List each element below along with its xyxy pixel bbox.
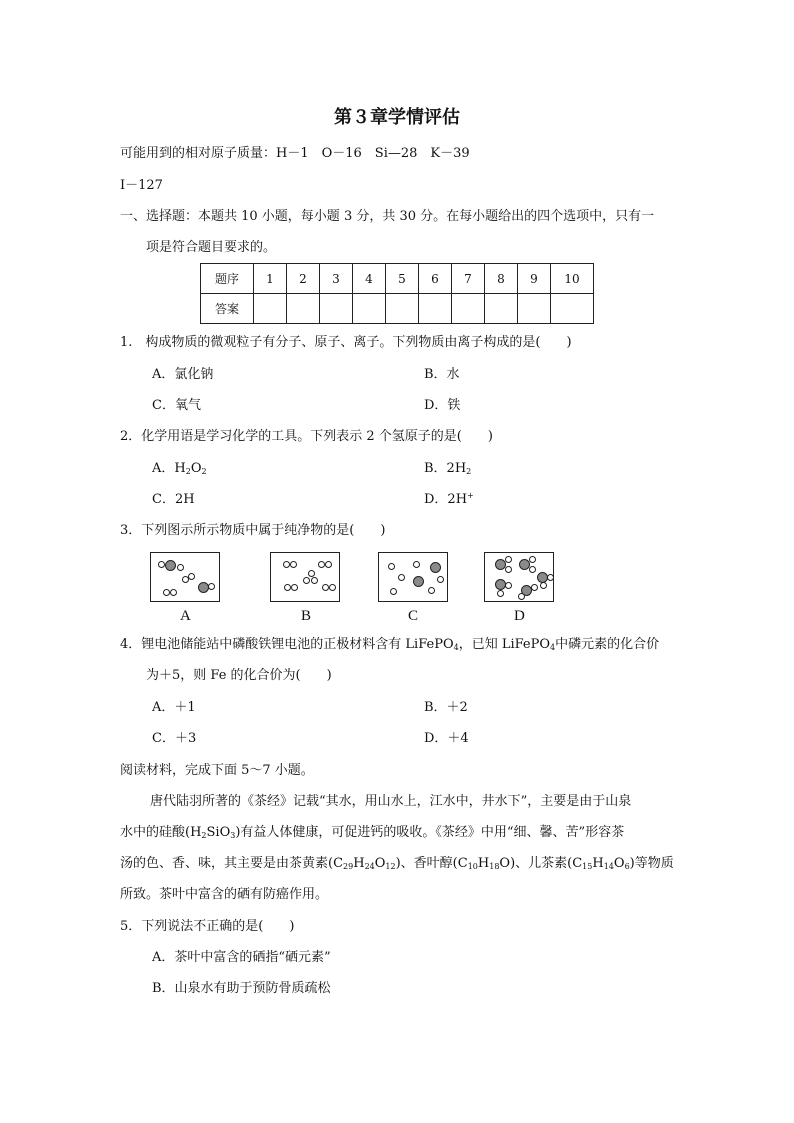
small-atom bbox=[428, 587, 435, 594]
atomic-masses-line2: I－127 bbox=[120, 178, 163, 193]
answer-table-header-row bbox=[201, 264, 594, 294]
small-atom bbox=[497, 590, 504, 597]
q4-option-c: C．＋3 bbox=[152, 731, 197, 746]
q5-option-b: B．山泉水有助于预防骨质疏松 bbox=[152, 981, 331, 996]
small-atom bbox=[329, 584, 336, 591]
small-atom bbox=[163, 589, 170, 596]
table-number: 2 bbox=[287, 264, 320, 294]
small-atom bbox=[303, 577, 310, 584]
small-atom bbox=[290, 561, 297, 568]
small-atom bbox=[529, 556, 536, 563]
answer-cell[interactable] bbox=[452, 294, 485, 324]
page-title: 第３章学情评估 bbox=[334, 107, 460, 128]
table-number: 7 bbox=[452, 264, 485, 294]
section1-instructions: 一、选择题：本题共 10 小题，每小题 3 分，共 30 分。在每小题给出的四个选项中，只有一 bbox=[120, 209, 655, 224]
q3-stem: 3．下列图示所示物质中属于纯净物的是( ) bbox=[120, 523, 386, 538]
small-atom bbox=[322, 584, 329, 591]
reading-paragraph-line1: 唐代陆羽所著的《茶经》记载“其水，用山水上，江水中，井水下”，主要是由于山泉 bbox=[150, 794, 632, 809]
small-atom bbox=[158, 561, 165, 568]
q3-label-c: C bbox=[408, 608, 419, 624]
q4-option-a: A．＋1 bbox=[152, 700, 196, 715]
q4-option-d: D．＋4 bbox=[424, 731, 469, 746]
reading-paragraph-line4: 所致。茶叶中富含的硒有防癌作用。 bbox=[120, 887, 329, 902]
q3-label-d: D bbox=[514, 608, 525, 624]
answer-cell[interactable] bbox=[485, 294, 518, 324]
small-atom bbox=[529, 566, 536, 573]
q2-option-d: D．2H+ bbox=[424, 491, 474, 507]
q2-option-b: B．$2H_2$ bbox=[424, 461, 472, 476]
q5-stem: 5．下列说法不正确的是( ) bbox=[120, 919, 295, 934]
table-number: 4 bbox=[353, 264, 386, 294]
q2-option-a: A．$H_2O_2$ bbox=[152, 461, 207, 476]
small-atom bbox=[505, 556, 512, 563]
answer-table-answer-row bbox=[201, 294, 594, 324]
q1-option-d: D．铁 bbox=[424, 398, 461, 413]
small-atom bbox=[531, 584, 538, 591]
q4-stem-line1: 4．锂电池储能站中磷酸铁锂电池的正极材料含有 LiFePO$_4$，已知 LiFePO$_4$中磷元素的化合价 bbox=[120, 637, 660, 652]
large-atom bbox=[413, 576, 424, 587]
q1-option-b: B．水 bbox=[424, 367, 460, 382]
q4-stem-line2: 为＋5，则 Fe 的化合价为( ) bbox=[146, 668, 332, 683]
table-number: 5 bbox=[386, 264, 419, 294]
table-number: 6 bbox=[419, 264, 452, 294]
large-atom bbox=[430, 562, 441, 573]
q2-stem: 2．化学用语是学习化学的工具。下列表示 2 个氢原子的是( ) bbox=[120, 429, 493, 444]
small-atom bbox=[505, 582, 512, 589]
answer-cell[interactable] bbox=[551, 294, 594, 324]
answer-cell[interactable] bbox=[287, 294, 320, 324]
small-atom bbox=[177, 564, 184, 571]
small-atom bbox=[291, 584, 298, 591]
q5-option-a: A．茶叶中富含的硒指“硒元素” bbox=[152, 950, 331, 965]
q3-label-a: A bbox=[180, 608, 191, 624]
small-atom bbox=[188, 573, 195, 580]
table-answer-label: 答案 bbox=[201, 294, 254, 324]
small-atom bbox=[547, 574, 554, 581]
q1-stem: 1. 构成物质的微观粒子有分子、原子、离子。下列物质由离子构成的是( ) bbox=[120, 335, 572, 350]
table-number: 3 bbox=[320, 264, 353, 294]
table-number: 1 bbox=[254, 264, 287, 294]
small-atom bbox=[318, 561, 325, 568]
q3-label-b: B bbox=[301, 608, 312, 624]
answer-cell[interactable] bbox=[320, 294, 353, 324]
small-atom bbox=[208, 583, 215, 590]
small-atom bbox=[437, 576, 444, 583]
small-atom bbox=[505, 566, 512, 573]
reading-paragraph-line2: 水中的硅酸$(H_2SiO_3)$有益人体健康，可促进钙的吸收。《茶经》中用“细、馨、苦”形容茶 bbox=[120, 825, 625, 840]
answer-cell[interactable] bbox=[386, 294, 419, 324]
large-atom bbox=[165, 560, 176, 571]
small-atom bbox=[308, 570, 315, 577]
reading-intro: 阅读材料，完成下面 5～7 小题。 bbox=[120, 763, 314, 778]
table-number: 9 bbox=[518, 264, 551, 294]
answer-cell[interactable] bbox=[254, 294, 287, 324]
small-atom bbox=[518, 593, 525, 600]
q1-option-c: C．氧气 bbox=[152, 398, 201, 413]
small-atom bbox=[390, 588, 397, 595]
answer-cell[interactable] bbox=[518, 294, 551, 324]
small-atom bbox=[311, 577, 318, 584]
answer-cell[interactable] bbox=[419, 294, 452, 324]
small-atom bbox=[283, 561, 290, 568]
reading-paragraph-line3: 汤的色、香、味，其主要是由茶黄素$(C_{29}H_{24}O_{12})$、香叶醇$(C_{10}H_{18}O)$、儿茶素$(C_{15}H_{14}O_6)$等物质 bbox=[120, 856, 674, 871]
answer-table bbox=[200, 263, 594, 324]
small-atom bbox=[284, 584, 291, 591]
table-header-label: 题序 bbox=[201, 264, 254, 294]
answer-cell[interactable] bbox=[353, 294, 386, 324]
small-atom bbox=[388, 563, 395, 570]
table-number: 10 bbox=[551, 264, 594, 294]
small-atom bbox=[325, 561, 332, 568]
small-atom bbox=[398, 574, 405, 581]
q4-option-b: B．＋2 bbox=[424, 700, 468, 715]
table-number: 8 bbox=[485, 264, 518, 294]
small-atom bbox=[413, 561, 420, 568]
q1-option-a: A．氯化钠 bbox=[152, 367, 214, 382]
small-atom bbox=[170, 589, 177, 596]
q2-option-c: C．2H bbox=[152, 492, 195, 507]
atomic-masses-line1: 可能用到的相对原子质量：H－1 O－16 Si—28 K－39 bbox=[120, 146, 470, 161]
section1-instructions-cont: 项是符合题目要求的。 bbox=[146, 240, 277, 255]
small-atom bbox=[540, 582, 547, 589]
